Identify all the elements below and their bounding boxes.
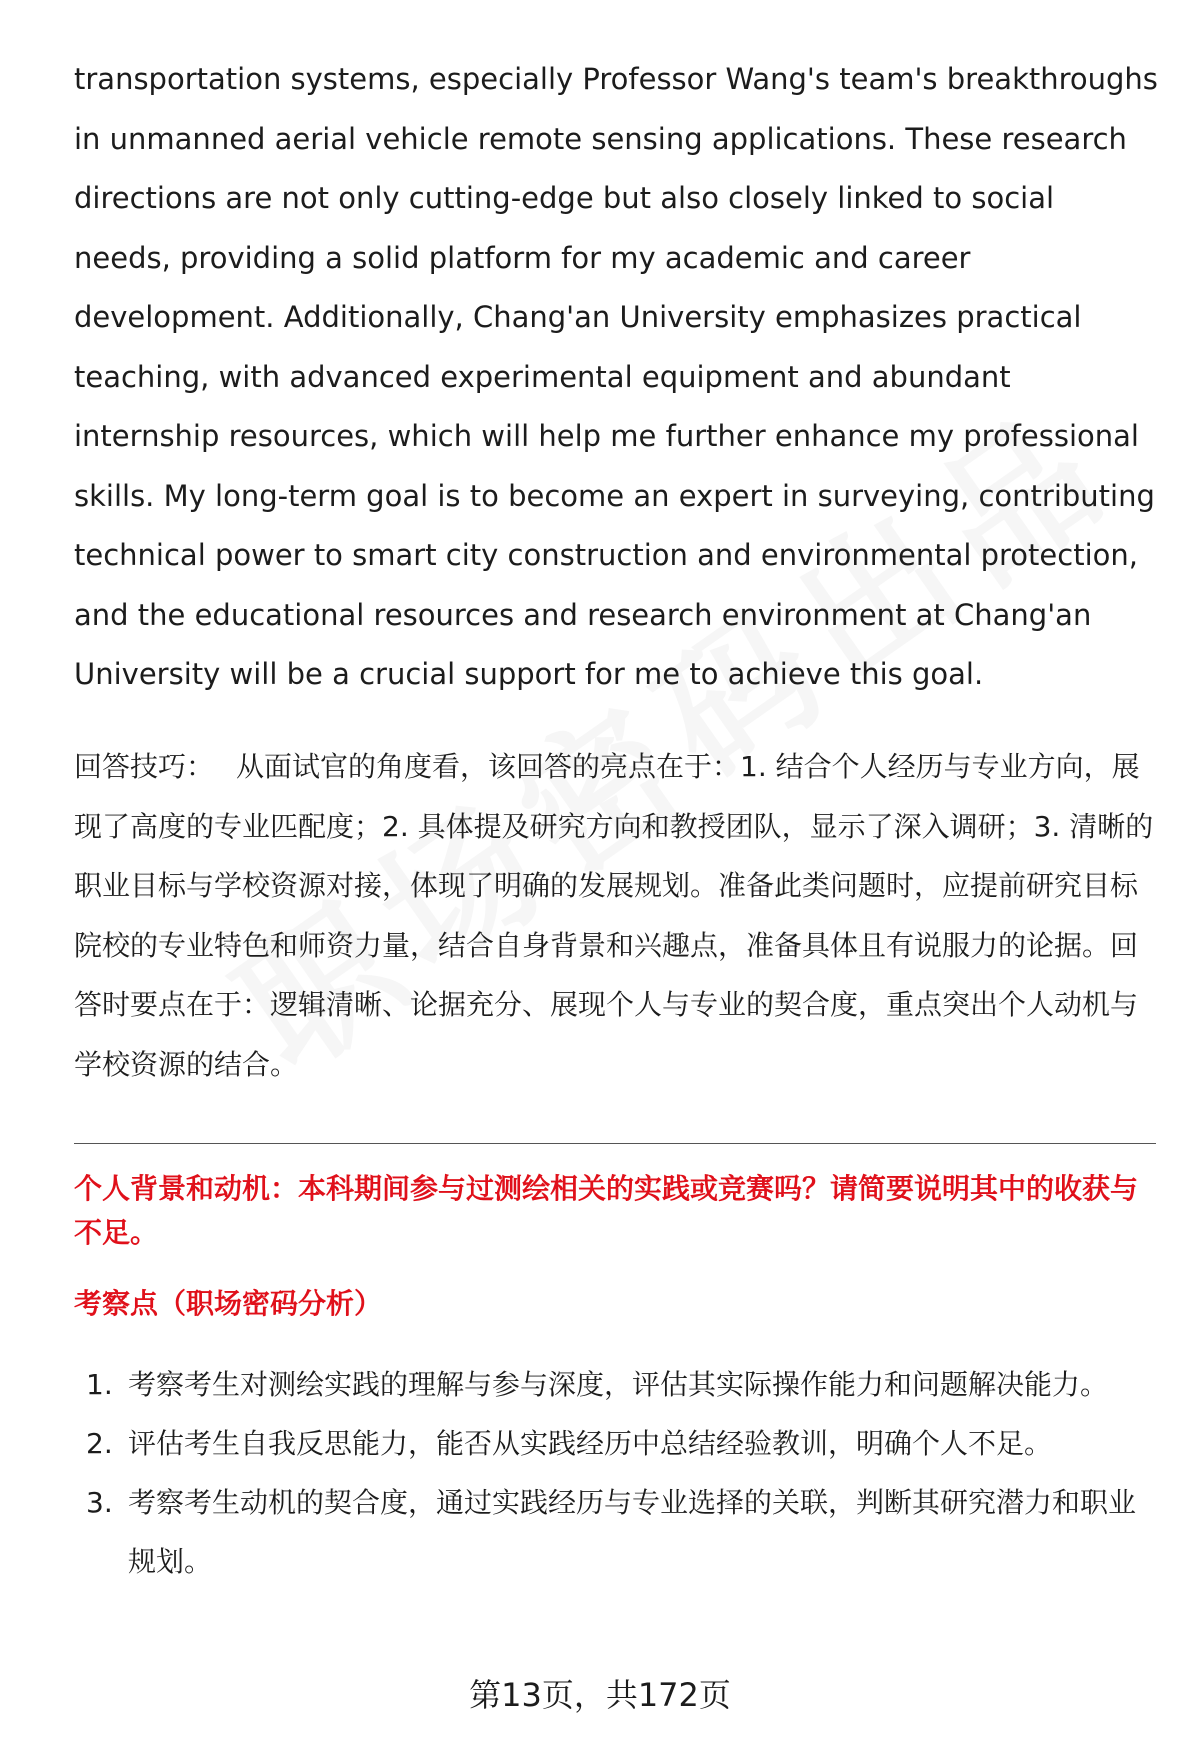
list-item-number: 1. [86,1368,113,1401]
list-item [74,1414,1159,1473]
tips-paragraph [74,737,1159,1094]
list-item-number: 3. [86,1486,113,1519]
list-item [74,1355,1159,1414]
list-item-text: 评估考生自我反思能力，能否从实践经历中总结经验教训，明确个人不足。 [128,1427,1053,1460]
section-divider [74,1143,1156,1144]
answer-paragraph: transportation systems, especially Professor Wang's team's breakthroughs in unmanned aerial vehicle remote sensing applications. These research directions are not only cutting-edge but also closely linked to social needs, providing a solid platform for my academic and career development. Additionally, Chang'an University emphasizes practical teaching, with advanced experimental equipment and abundant internship resources, which will help me further enhance my professional skills. My long-term goal is to become an expert in surveying, contributing technical power to smart city construction and environmental protection, and the educational resources and research environment at Chang'an University will be a crucial support for me to achieve this goal. [74,62,1158,691]
question-heading: 个人背景和动机：本科期间参与过测绘相关的实践或竞赛吗？请简要说明其中的收获与不足。 [74,1172,1139,1249]
page-number: 第13页，共172页 [469,1676,731,1714]
list-item-text: 考察考生动机的契合度，通过实践经历与专业选择的关联，判断其研究潜力和职业规划。 [128,1486,1137,1578]
tips-label: 回答技巧： [74,750,215,783]
assessment-points-list [74,1355,1159,1591]
list-item [74,1473,1159,1591]
section-title: 考察点（职场密码分析） [74,1287,383,1320]
list-item-number: 2. [86,1427,113,1460]
list-item-text: 考察考生对测绘实践的理解与参与深度，评估其实际操作能力和问题解决能力。 [128,1368,1109,1401]
tips-text: 从面试官的角度看，该回答的亮点在于：1. 结合个人经历与专业方向，展现了高度的专业匹配度；2. 具体提及研究方向和教授团队，显示了深入调研；3. 清晰的职业目标与学校资源对接，体现了明确的发展规划。准备此类问题时，应提前研究目标院校的专业特色和师资力量，结合自身背景和兴趣点，准备具体且有说服力的论据。回答时要点在于：逻辑清晰、论据充分、展现个人与专业的契合度，重点突出个人动机与学校资源的结合。 [74,750,1154,1081]
